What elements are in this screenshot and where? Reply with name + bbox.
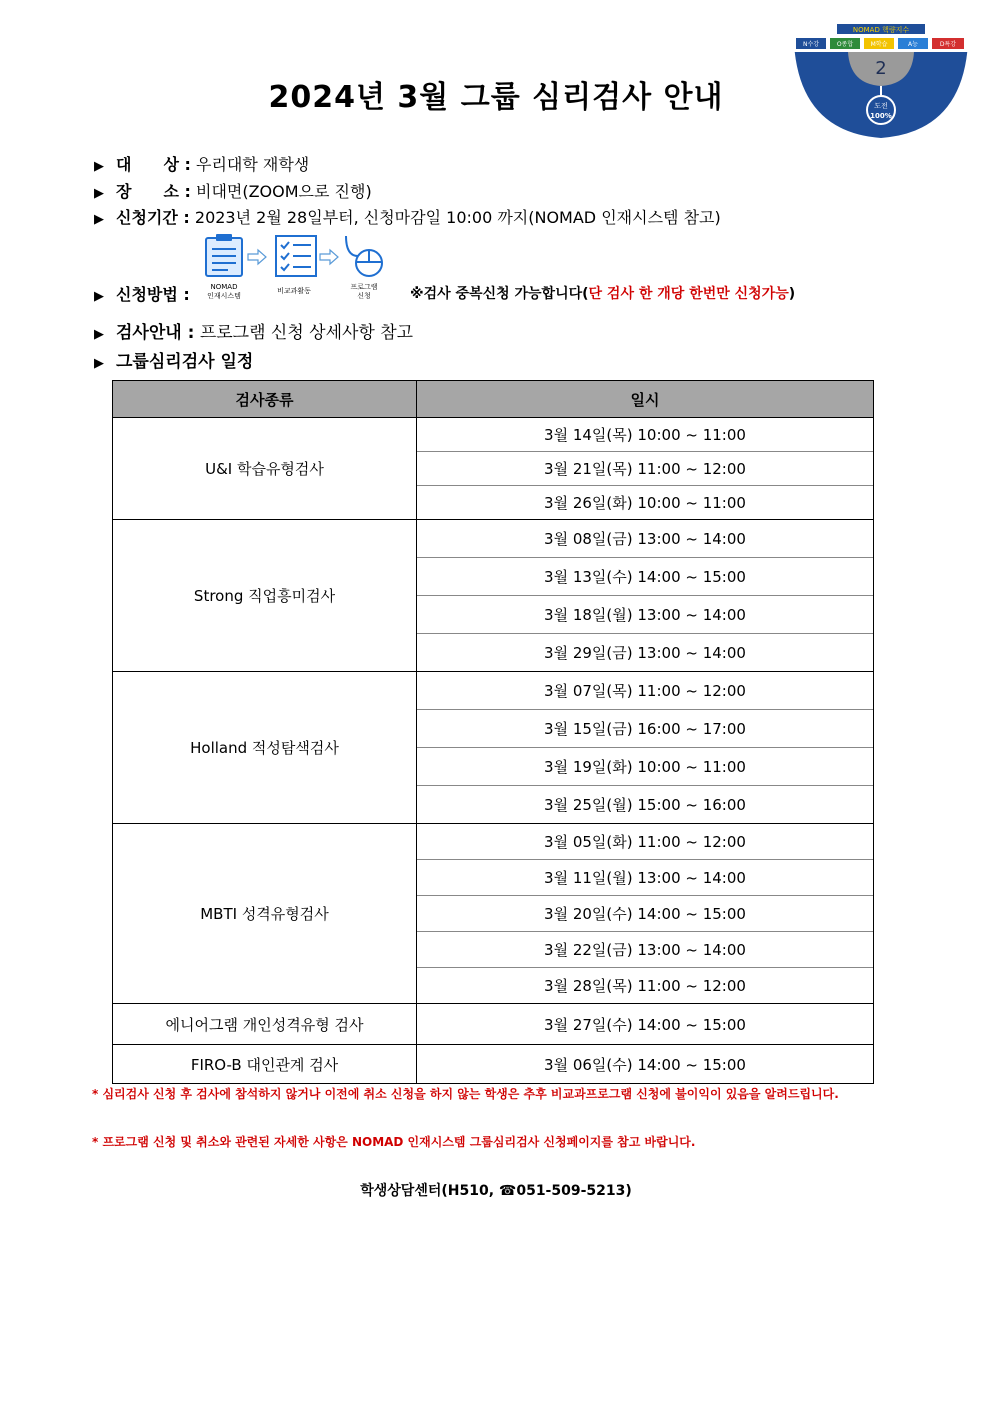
svg-text:A능: A능 <box>908 41 918 48</box>
svg-text:도전: 도전 <box>874 102 888 110</box>
counseling-center-contact: 학생상담센터(H510, ☎051-509-5213) <box>360 1183 632 1199</box>
table-row <box>113 672 874 710</box>
datetime-cell: 3월 27일(수) 14:00 ~ 15:00 <box>417 1004 874 1045</box>
datetime-cell: 3월 25일(월) 15:00 ~ 16:00 <box>417 786 874 824</box>
datetime-cell: 3월 22일(금) 13:00 ~ 14:00 <box>417 932 874 968</box>
datetime-cell: 3월 11일(월) 13:00 ~ 14:00 <box>417 860 874 896</box>
datetime-cell: 3월 21일(목) 11:00 ~ 12:00 <box>417 452 874 486</box>
datetime-cell: 3월 19일(화) 10:00 ~ 11:00 <box>417 748 874 786</box>
test-type-cell: U&I 학습유형검사 <box>113 418 417 520</box>
datetime-cell: 3월 06일(수) 14:00 ~ 15:00 <box>417 1045 874 1084</box>
datetime-cell: 3월 26일(화) 10:00 ~ 11:00 <box>417 486 874 520</box>
header-datetime: 일시 <box>417 381 874 418</box>
datetime-cell: 3월 18일(월) 13:00 ~ 14:00 <box>417 596 874 634</box>
svg-text:NOMAD 핵량지수: NOMAD 핵량지수 <box>852 26 910 34</box>
info-place: ▶ 장 소 : 비대면(ZOOM으로 진행) <box>94 182 372 201</box>
datetime-cell: 3월 28일(목) 11:00 ~ 12:00 <box>417 968 874 1004</box>
footnote-penalty: * 심리검사 신청 후 검사에 참석하지 않거나 이전에 취소 신청을 하지 않는 학생은 추후 비교과프로그램 신청에 불이익이 있음을 알려드립니다. <box>92 1087 839 1101</box>
test-type-cell: FIRO-B 대인관계 검사 <box>113 1045 417 1084</box>
header-test-type: 검사종류 <box>113 381 417 418</box>
step-label-nomad: NOMAD 인재시스템 <box>207 283 241 300</box>
step-label-apply: 프로그램 신청 <box>350 283 378 300</box>
clipboard-icon <box>206 234 242 276</box>
nomad-logo <box>792 22 970 140</box>
svg-text:N수강: N수강 <box>802 41 820 48</box>
svg-text:D특강: D특강 <box>939 41 957 48</box>
test-type-cell: 에니어그램 개인성격유형 검사 <box>113 1004 417 1045</box>
datetime-cell: 3월 07일(목) 11:00 ~ 12:00 <box>417 672 874 710</box>
step-label-extracurricular: 비교과활동 <box>277 287 311 295</box>
duplicate-note: ※검사 중복신청 가능합니다(단 검사 한 개당 한번만 신청가능) <box>410 286 796 302</box>
arrow-right-icon <box>248 250 266 264</box>
datetime-cell: 3월 20일(수) 14:00 ~ 15:00 <box>417 896 874 932</box>
table-row <box>113 1045 874 1084</box>
mouse-icon <box>346 236 382 276</box>
bullet-arrow-icon: ▶ <box>94 186 104 201</box>
datetime-cell: 3월 29일(금) 13:00 ~ 14:00 <box>417 634 874 672</box>
bullet-arrow-icon: ▶ <box>94 356 104 371</box>
svg-text:M학습: M학습 <box>870 41 888 48</box>
datetime-cell: 3월 15일(금) 16:00 ~ 17:00 <box>417 710 874 748</box>
method-steps-diagram <box>200 232 390 278</box>
datetime-cell: 3월 13일(수) 14:00 ~ 15:00 <box>417 558 874 596</box>
datetime-cell: 3월 05일(화) 11:00 ~ 12:00 <box>417 824 874 860</box>
test-type-cell: Holland 적성탐색검사 <box>113 672 417 824</box>
info-period: ▶ 신청기간 : 2023년 2월 28일부터, 신청마감일 10:00 까지(NOMAD 인재시스템 참고) <box>94 208 721 227</box>
table-row <box>113 418 874 452</box>
test-type-cell: Strong 직업흥미검사 <box>113 520 417 672</box>
bullet-arrow-icon: ▶ <box>94 289 104 304</box>
footnote-details: * 프로그램 신청 및 취소와 관련된 자세한 사항은 NOMAD 인재시스템 그룹심리검사 신청페이지를 참고 바랍니다. <box>92 1135 696 1149</box>
page-title: 2024년 3월 그룹 심리검사 안내 <box>268 80 724 115</box>
table-row <box>113 1004 874 1045</box>
svg-text:100%: 100% <box>870 112 892 120</box>
datetime-cell: 3월 14일(목) 10:00 ~ 11:00 <box>417 418 874 452</box>
svg-text:2: 2 <box>875 58 887 79</box>
test-type-cell: MBTI 성격유형검사 <box>113 824 417 1004</box>
info-schedule: ▶ 그룹심리검사 일정 <box>94 352 254 372</box>
arrow-right-icon <box>320 250 338 264</box>
schedule-table <box>112 380 874 1084</box>
info-method: ▶ 신청방법 : <box>94 285 190 304</box>
table-row <box>113 824 874 860</box>
info-target: ▶ 대 상 : 우리대학 재학생 <box>94 155 310 174</box>
bullet-arrow-icon: ▶ <box>94 327 104 342</box>
svg-text:O종합: O종합 <box>836 41 854 48</box>
info-guide: ▶ 검사안내 : 프로그램 신청 상세사항 참고 <box>94 323 414 343</box>
datetime-cell: 3월 08일(금) 13:00 ~ 14:00 <box>417 520 874 558</box>
table-row <box>113 520 874 558</box>
bullet-arrow-icon: ▶ <box>94 159 104 174</box>
checklist-icon <box>276 236 316 276</box>
bullet-arrow-icon: ▶ <box>94 212 104 227</box>
